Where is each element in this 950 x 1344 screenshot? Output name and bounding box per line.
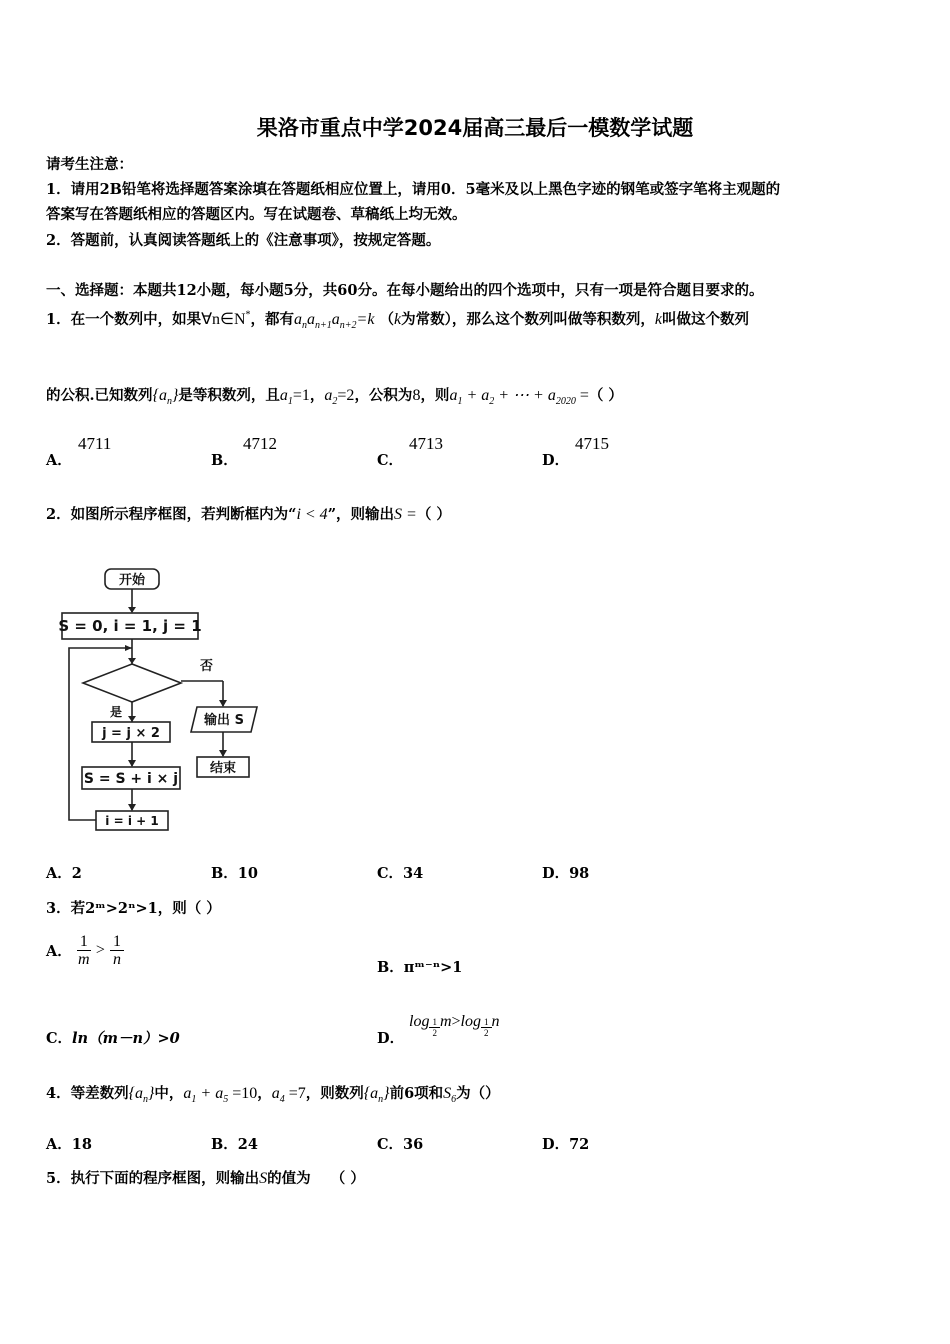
question-3-stem: 3．若2ᵐ>2ⁿ>1，则（ ） [46, 900, 221, 917]
flow-output-label: 输出 S [204, 713, 244, 728]
q1-sum: $a_1 + a_2$ + ⋯ + $a_{2020}$ [449, 387, 576, 408]
flow-decision-diamond [83, 664, 181, 702]
q1-option-d-value: 4715 [575, 434, 609, 453]
q2-option-d[interactable]: D．98 [542, 865, 590, 882]
q2-option-c[interactable]: C．34 [377, 865, 424, 882]
q3-option-c[interactable]: C．ln（m－n）>0 [46, 1030, 180, 1047]
q1-option-c-value: 4713 [409, 434, 443, 453]
q1-option-a[interactable]: A． [46, 452, 72, 469]
q1-option-d[interactable]: D． [542, 452, 570, 469]
q1-condition: ∀n∈N* [201, 309, 251, 328]
flow-start-label: 开始 [118, 573, 146, 588]
notice-heading: 请考生注意： [46, 156, 133, 173]
notice-item-2: 2．答题前，认真阅读答题纸上的《注意事项》，按规定答题。 [46, 232, 441, 249]
flow-init-label: S = 0, i = 1, j = 1 [58, 617, 202, 635]
question-1-line-2: 的公积.已知数列$\{a_n\}$是等积数列，且$a_1=1$，$a_2=2$，公积为8，则$a_1 + a_2$ + ⋯ + $a_{2020}$ =（ ） [46, 387, 623, 408]
q1-option-a-value: 4711 [78, 434, 112, 453]
q2-option-a[interactable]: A．2 [46, 865, 82, 882]
q3-a-frac2: $\frac{1}{n}$ [110, 933, 124, 968]
q3-option-a[interactable]: A． $\frac{1}{m}$ > $\frac{1}{n}$ [46, 933, 124, 968]
question-1-line-1: 1．在一个数列中，如果∀n∈N*，都有$a_na_{n+1}a_{n+2}=k$ （k为常数），那么这个数列叫做等积数列，k叫做这个数列 [46, 309, 749, 332]
question-5-stem: 5．执行下面的程序框图，则输出S的值为 （ ） [46, 1170, 365, 1187]
flow-no-label: 否 [200, 659, 214, 674]
notice-item-1a: 1．请用2B铅笔将选择题答案涂填在答题纸相应位置上，请用0．5毫米及以上黑色字迹的钢笔或签字笔将主观题的 [46, 181, 781, 198]
flowchart-diagram [50, 560, 270, 850]
q3-option-d[interactable]: D． [377, 1030, 405, 1047]
question-2-stem: 2．如图所示程序框图，若判断框内为“i < 4”，则输出S =（ ） [46, 506, 451, 523]
q2-option-b[interactable]: B．10 [211, 865, 258, 882]
notice-item-1b: 答案写在答题纸相应的答题区内。写在试题卷、草稿纸上均无效。 [46, 206, 467, 223]
q4-option-b[interactable]: B．24 [211, 1136, 258, 1153]
q4-option-c[interactable]: C．36 [377, 1136, 424, 1153]
flow-end-label: 结束 [209, 761, 237, 776]
q3-option-d-expr: log $\frac{1}{2}$ m>log $\frac{1}{2}$ n [409, 1013, 500, 1038]
section-heading: 一、选择题：本题共12小题，每小题5分，共60分。在每小题给出的四个选项中，只有一项是符合题目要求的。 [46, 282, 764, 299]
flow-step2-label: S = S + i × j [83, 771, 179, 787]
flow-step1-label: j = j × 2 [102, 726, 160, 741]
flow-step3-label: i = i + 1 [105, 814, 159, 828]
question-4-stem: 4．等差数列$\{a_n\}$中，$a_1 + a_5 =10$，$a_4 =7$，则数列$\{a_n\}$前6项和$S_6$为（） [46, 1085, 500, 1106]
q1-seq: $\{a_n\}$ [152, 387, 179, 408]
q4-option-d[interactable]: D．72 [542, 1136, 590, 1153]
q3-a-frac1: $\frac{1}{m}$ [78, 933, 90, 968]
q1-option-b[interactable]: B． [211, 452, 238, 469]
flow-yes-label: 是 [110, 705, 123, 719]
q1-option-b-value: 4712 [243, 434, 277, 453]
q3-option-b[interactable]: B．πᵐ⁻ⁿ>1 [377, 959, 463, 976]
q1-option-c[interactable]: C． [377, 452, 404, 469]
q1-product-expr: $a_na_{n+1}a_{n+2}$ [294, 311, 357, 332]
exam-title: 果洛市重点中学2024届高三最后一模数学试题 [256, 116, 694, 140]
q4-option-a[interactable]: A．18 [46, 1136, 92, 1153]
